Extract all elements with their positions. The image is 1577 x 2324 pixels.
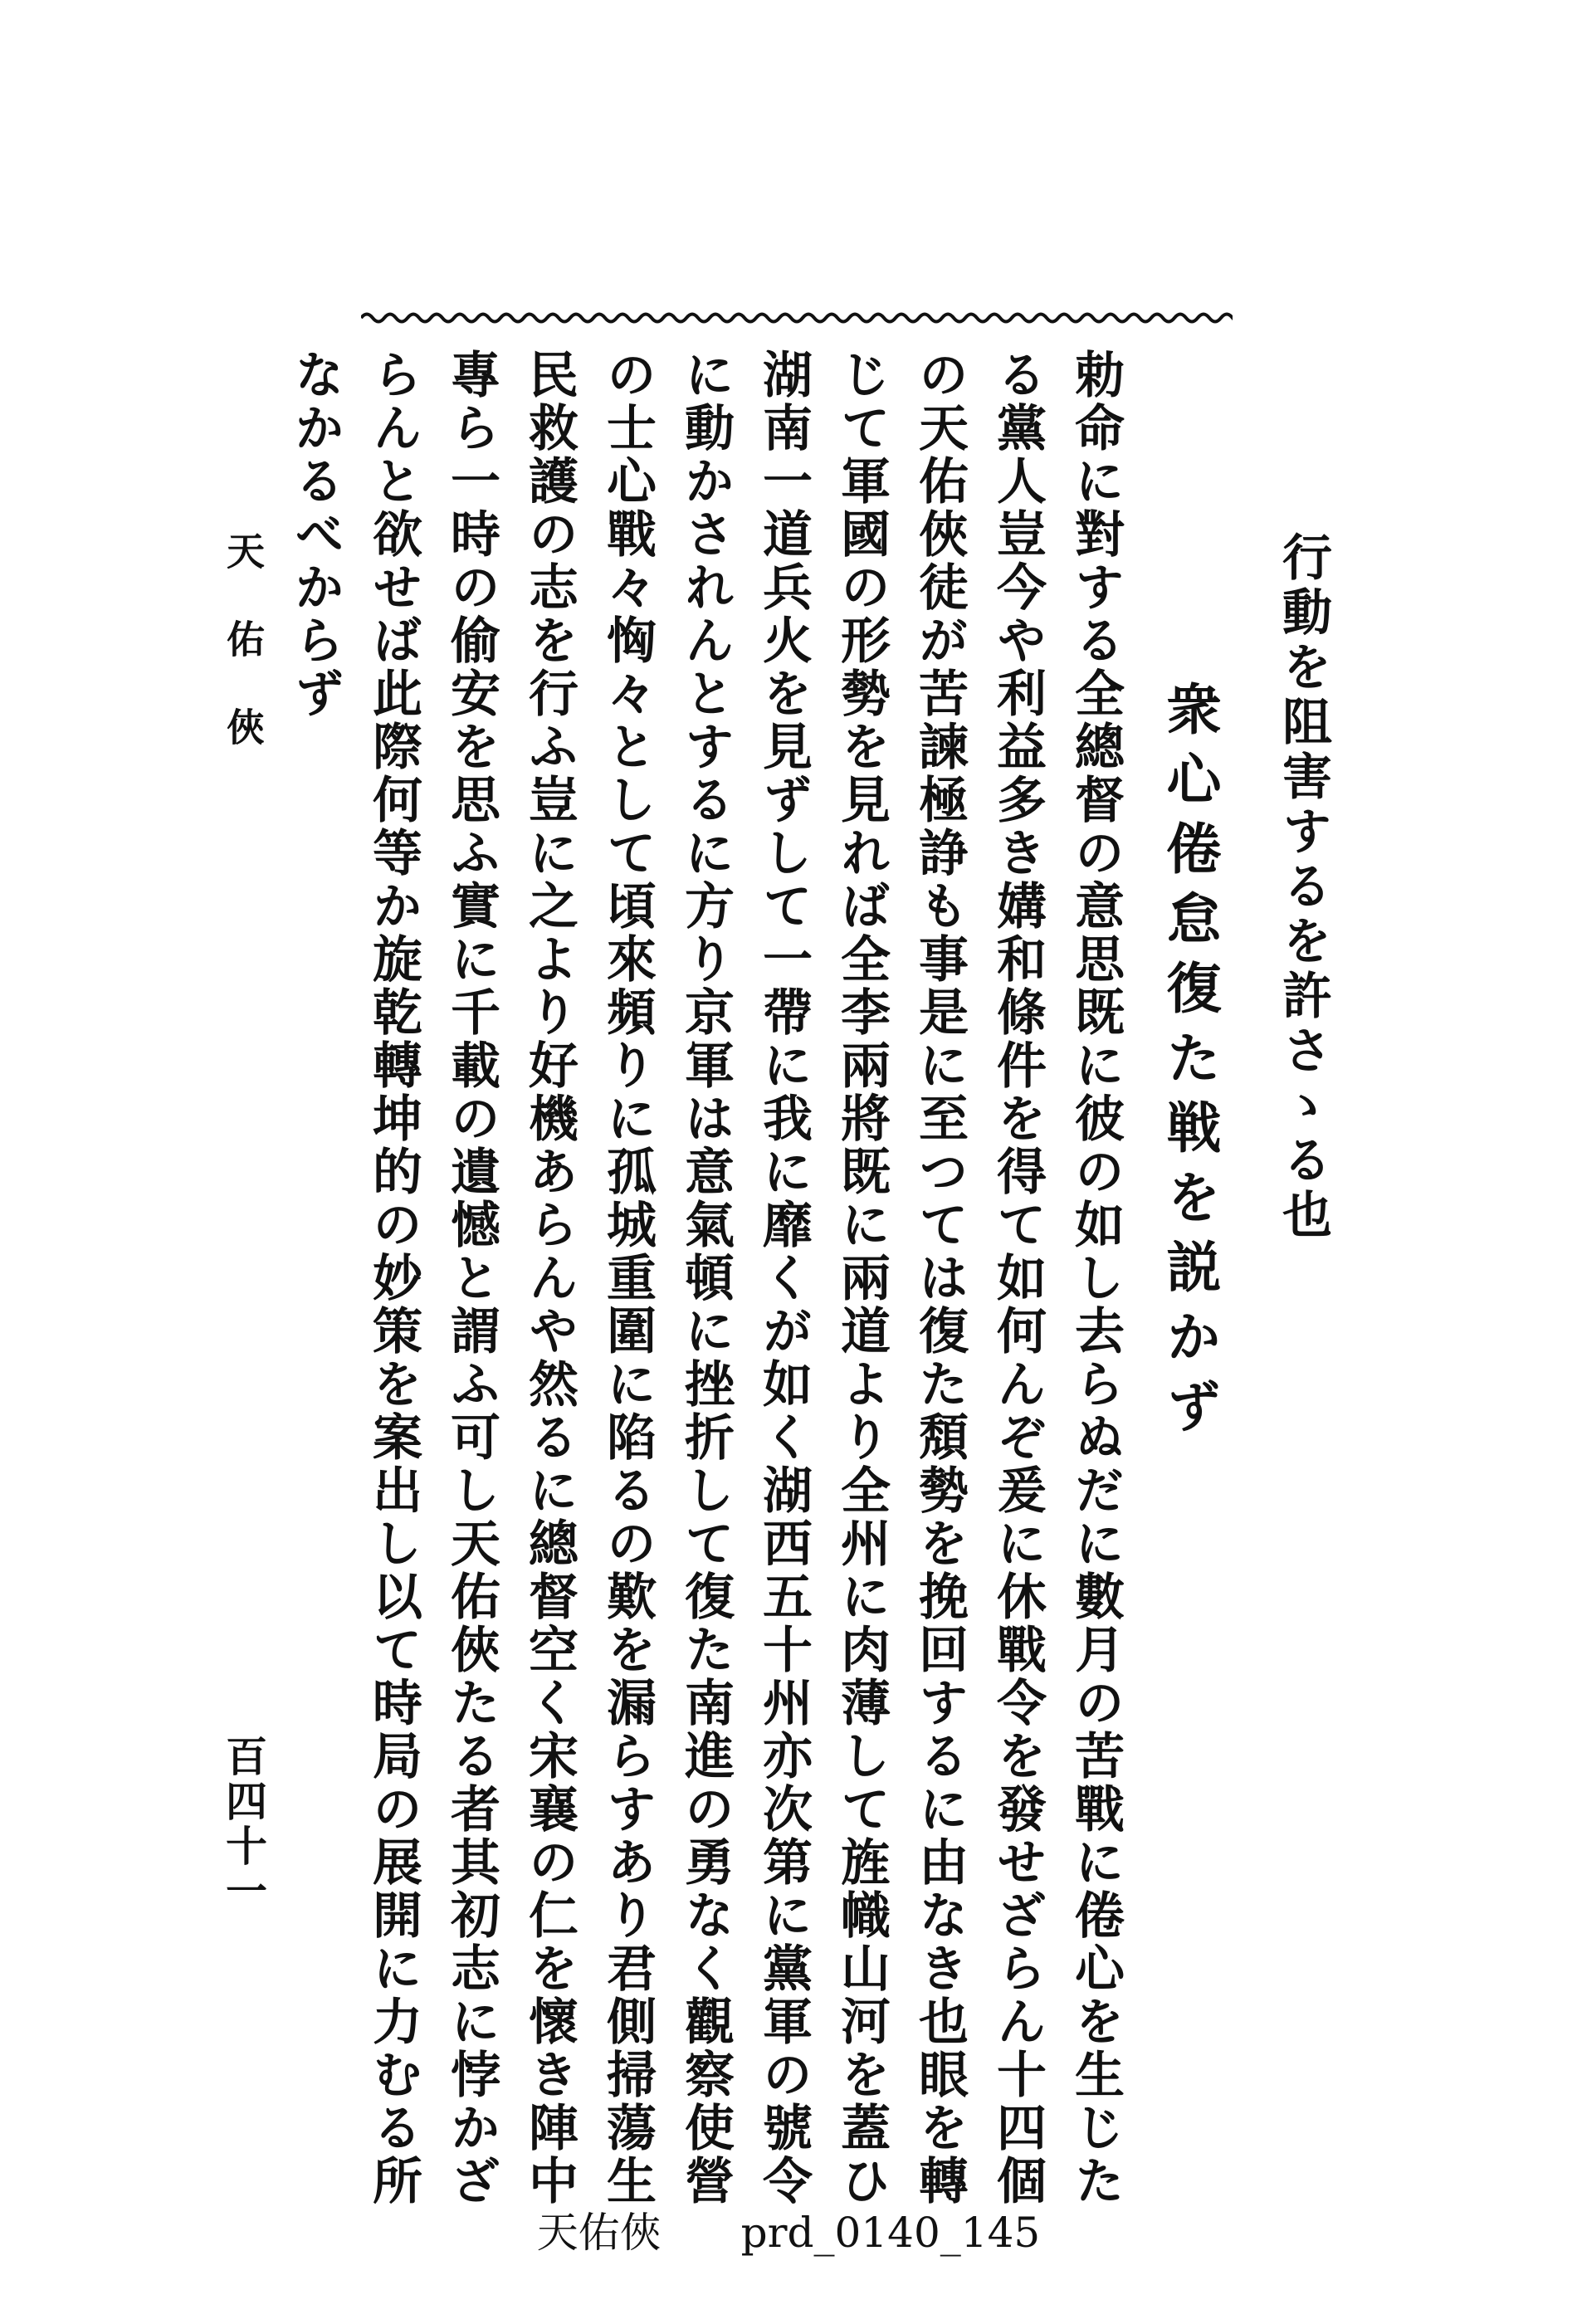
running-head: 天佑俠	[221, 531, 266, 795]
header-line-2	[1157, 681, 1222, 1448]
header-char: か	[1157, 1308, 1222, 1378]
body-column: に動かされんとするに方り京軍は意氣頓に挫折して復た南進の勇なく觀察使營	[676, 349, 735, 2208]
body-column: の士心戰々恟々として頃來頻りに孤城重圍に陷るの歎を漏らすあり君側掃蕩生	[598, 349, 657, 2208]
footer	[0, 2200, 1577, 2259]
wavy-rule	[361, 307, 1233, 329]
header-char: 衆	[1157, 681, 1222, 750]
body-column: 民救護の志を行ふ豈に之より好機あらんや然るに總督空く宋襄の仁を懷き陣中	[520, 349, 579, 2208]
header-char: 心	[1157, 750, 1222, 820]
body-column: の天佑俠徒が苦諫極諍も事是に至つては復た頽勢を挽回するに由なき也眼を轉	[911, 349, 969, 2208]
footer-title: 天佑俠	[536, 2209, 662, 2257]
header-char: を	[1157, 1169, 1222, 1238]
header-char: 戦	[1157, 1099, 1222, 1169]
page-number: 百四十一	[219, 1735, 268, 1914]
header-char: 怠	[1157, 890, 1222, 959]
header-char: ず	[1157, 1378, 1222, 1448]
body-column: 專ら一時の偷安を思ふ實に千載の遺憾と謂ふ可し天佑俠たる者其初志に悖かざ	[442, 349, 500, 2208]
body-column: らんと欲せば此際何等か旋乾轉坤的の妙策を案出し以て時局の展開に力むる所	[364, 349, 422, 2208]
header-char: た	[1157, 1029, 1222, 1099]
body-column: る黨人豈今や利益多き媾和條件を得て如何んぞ爰に休戰令を發せざらん十四個	[989, 349, 1047, 2208]
header-char: 説	[1157, 1238, 1222, 1308]
body-column: なかるべからず	[286, 349, 344, 720]
footer-id: prd_0140_145	[740, 2209, 1041, 2257]
header-char: 復	[1157, 959, 1222, 1029]
body-column: じて軍國の形勢を見れば全李兩將既に兩道より全州に肉薄して旌幟山河を蓋ひ	[832, 349, 891, 2208]
body-column: 湖南一道兵火を見ずして一帶に我に靡くが如く湖西五十州亦次第に黨軍の號令	[754, 349, 813, 2208]
header-char: 倦	[1157, 820, 1222, 890]
body-column: 勅命に對する全總督の意思既に彼の如し去らぬだに數月の苦戰に倦心を生じた	[1067, 349, 1125, 2208]
header-line-1: 行動を阻害するを許さゝる也	[1274, 531, 1332, 1243]
